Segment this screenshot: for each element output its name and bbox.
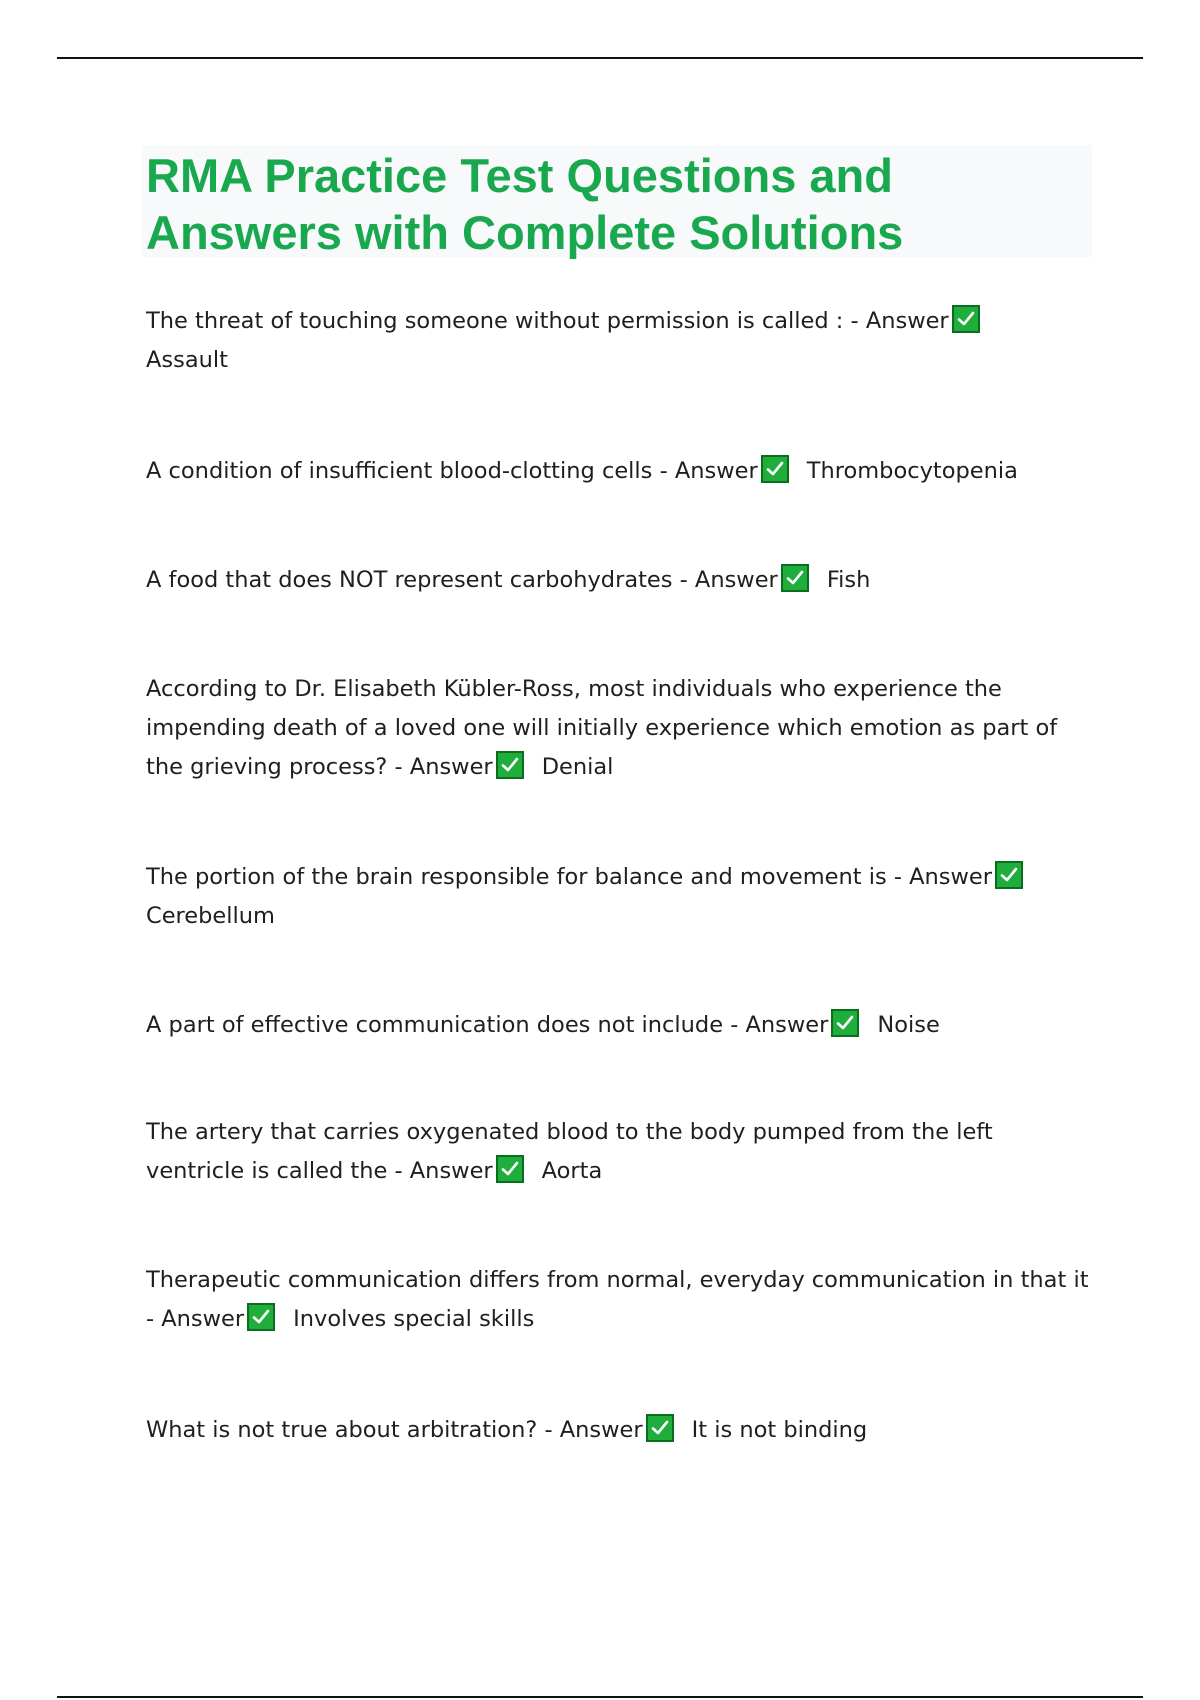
question-text: The portion of the brain responsible for balance and movement is — [146, 864, 887, 890]
check-mark-icon — [781, 564, 809, 592]
qa-item — [146, 1261, 1091, 1339]
answer-label: - Answer — [394, 1158, 493, 1184]
check-mark-icon — [646, 1414, 674, 1442]
qa-item — [146, 452, 1091, 491]
question-text: A part of effective communication does not include — [146, 1012, 724, 1038]
qa-item — [146, 858, 1091, 936]
bottom-rule — [57, 1696, 1143, 1698]
question-text: A food that does NOT represent carbohydrates — [146, 567, 673, 593]
title-line-1: RMA Practice Test Questions and — [146, 149, 893, 202]
answer-text: Noise — [877, 1012, 940, 1038]
question-text: Therapeutic communication differs from normal, everyday communication in that it — [146, 1267, 1089, 1293]
answer-text: Aorta — [541, 1158, 603, 1184]
answer-label: - Answer — [394, 754, 493, 780]
answer-text: Assault — [146, 347, 228, 373]
check-mark-icon — [995, 861, 1023, 889]
qa-item — [146, 1411, 1091, 1450]
top-rule — [57, 57, 1143, 59]
qa-item — [146, 561, 1091, 600]
answer-text: Denial — [541, 754, 614, 780]
answer-label: - Answer — [544, 1417, 643, 1443]
answer-text: Cerebellum — [146, 903, 275, 929]
check-mark-icon — [496, 1155, 524, 1183]
question-text: According to Dr. Elisabeth Kübler-Ross, most individuals who experience the impending death of a loved one will initially experience which emotion as part of the grieving process? — [146, 676, 1058, 780]
question-text: The threat of touching someone without permission is called : — [146, 308, 844, 334]
question-text: A condition of insufficient blood-clotting cells — [146, 458, 653, 484]
qa-item — [146, 670, 1086, 787]
title-line-2: Answers with Complete Solutions — [146, 206, 904, 259]
answer-label: - Answer — [893, 864, 993, 890]
answer-text: Thrombocytopenia — [806, 458, 1018, 484]
answer-text: It is not binding — [691, 1417, 868, 1443]
answer-label: - Answer — [659, 458, 758, 484]
check-mark-icon — [247, 1303, 275, 1331]
answer-label: - Answer — [850, 308, 949, 334]
qa-item — [146, 1113, 1091, 1191]
check-mark-icon — [952, 305, 980, 333]
answer-label: - Answer — [146, 1306, 245, 1332]
question-text: What is not true about arbitration? — [146, 1417, 538, 1443]
document-title — [142, 145, 1092, 257]
answer-text: Fish — [826, 567, 871, 593]
question-text: The artery that carries oxygenated blood to the body pumped from the left ventricle is called the — [146, 1119, 993, 1184]
check-mark-icon — [761, 455, 789, 483]
answer-label: - Answer — [730, 1012, 829, 1038]
qa-item — [146, 302, 1091, 380]
check-mark-icon — [496, 751, 524, 779]
answer-label: - Answer — [679, 567, 778, 593]
qa-item — [146, 1006, 1091, 1045]
check-mark-icon — [831, 1009, 859, 1037]
answer-text: Involves special skills — [293, 1306, 535, 1332]
